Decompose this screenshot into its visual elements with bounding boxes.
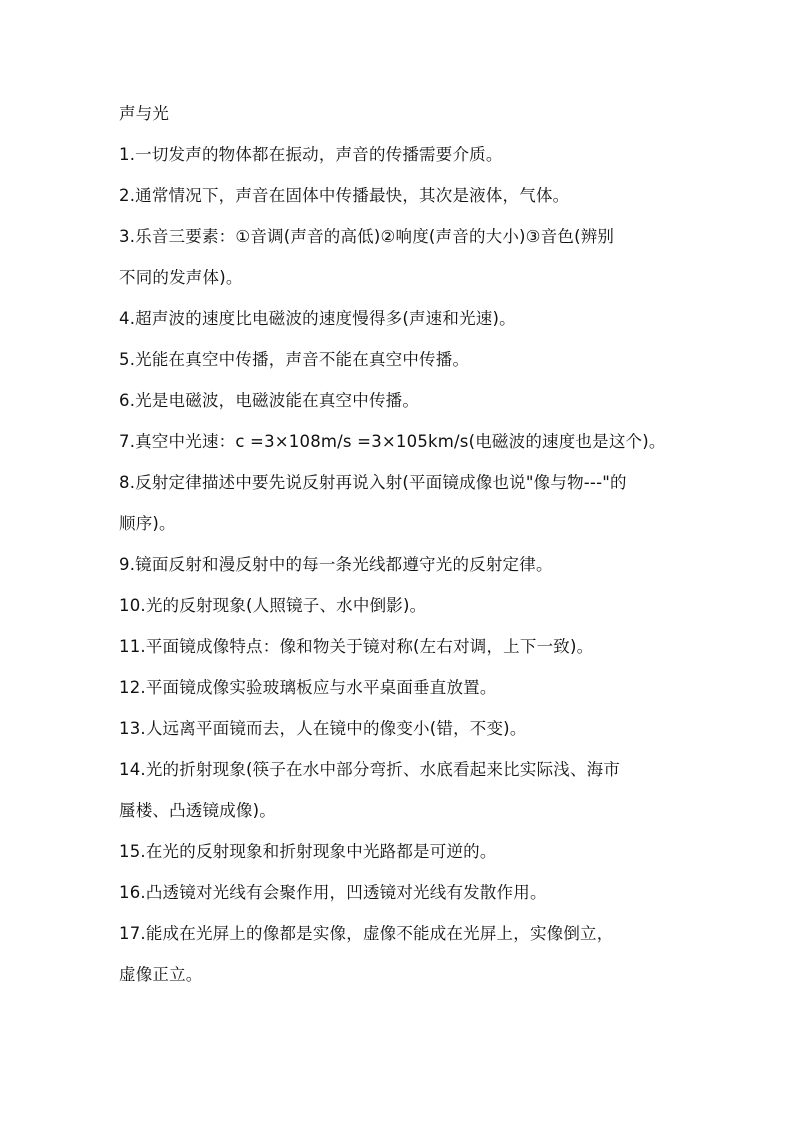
item-14-line-1: 14.光的折射现象(筷子在水中部分弯折、水底看起来比实际浅、海市 — [119, 760, 621, 779]
item-6-line-1: 6.光是电磁波，电磁波能在真空中传播。 — [119, 391, 420, 410]
item-8-line-2: 顺序)。 — [119, 514, 176, 533]
item-3-line-2: 不同的发声体)。 — [119, 268, 243, 287]
item-3-line-1: 3.乐音三要素：①音调(声音的高低)②响度(声音的大小)③音色(辨别 — [119, 227, 615, 246]
item-5-line-1: 5.光能在真空中传播，声音不能在真空中传播。 — [119, 350, 470, 369]
item-17-line-2: 虚像正立。 — [119, 965, 203, 984]
item-1-line-1: 1.一切发声的物体都在振动，声音的传播需要介质。 — [119, 145, 503, 164]
item-15-line-1: 15.在光的反射现象和折射现象中光路都是可逆的。 — [119, 842, 497, 861]
item-14-line-2: 蜃楼、凸透镜成像)。 — [119, 801, 276, 820]
document-title: 声与光 — [119, 104, 170, 123]
item-4-line-1: 4.超声波的速度比电磁波的速度慢得多(声速和光速)。 — [119, 309, 516, 328]
item-11-line-1: 11.平面镜成像特点：像和物关于镜对称(左右对调，上下一致)。 — [119, 637, 594, 656]
item-17-line-1: 17.能成在光屏上的像都是实像，虚像不能成在光屏上，实像倒立， — [119, 924, 614, 943]
item-2-line-1: 2.通常情况下，声音在固体中传播最快，其次是液体，气体。 — [119, 186, 570, 205]
item-7-line-1: 7.真空中光速：c =3×108m/s =3×105km/s(电磁波的速度也是这个)。 — [119, 432, 666, 451]
item-13-line-1: 13.人远离平面镜而去，人在镜中的像变小(错，不变)。 — [119, 719, 527, 738]
item-8-line-1: 8.反射定律描述中要先说反射再说入射(平面镜成像也说"像与物---"的 — [119, 473, 627, 492]
document-body — [119, 104, 684, 985]
item-16-line-1: 16.凸透镜对光线有会聚作用，凹透镜对光线有发散作用。 — [119, 883, 547, 902]
item-10-line-1: 10.光的反射现象(人照镜子、水中倒影)。 — [119, 596, 427, 615]
item-12-line-1: 12.平面镜成像实验玻璃板应与水平桌面垂直放置。 — [119, 678, 497, 697]
item-9-line-1: 9.镜面反射和漫反射中的每一条光线都遵守光的反射定律。 — [119, 555, 553, 574]
